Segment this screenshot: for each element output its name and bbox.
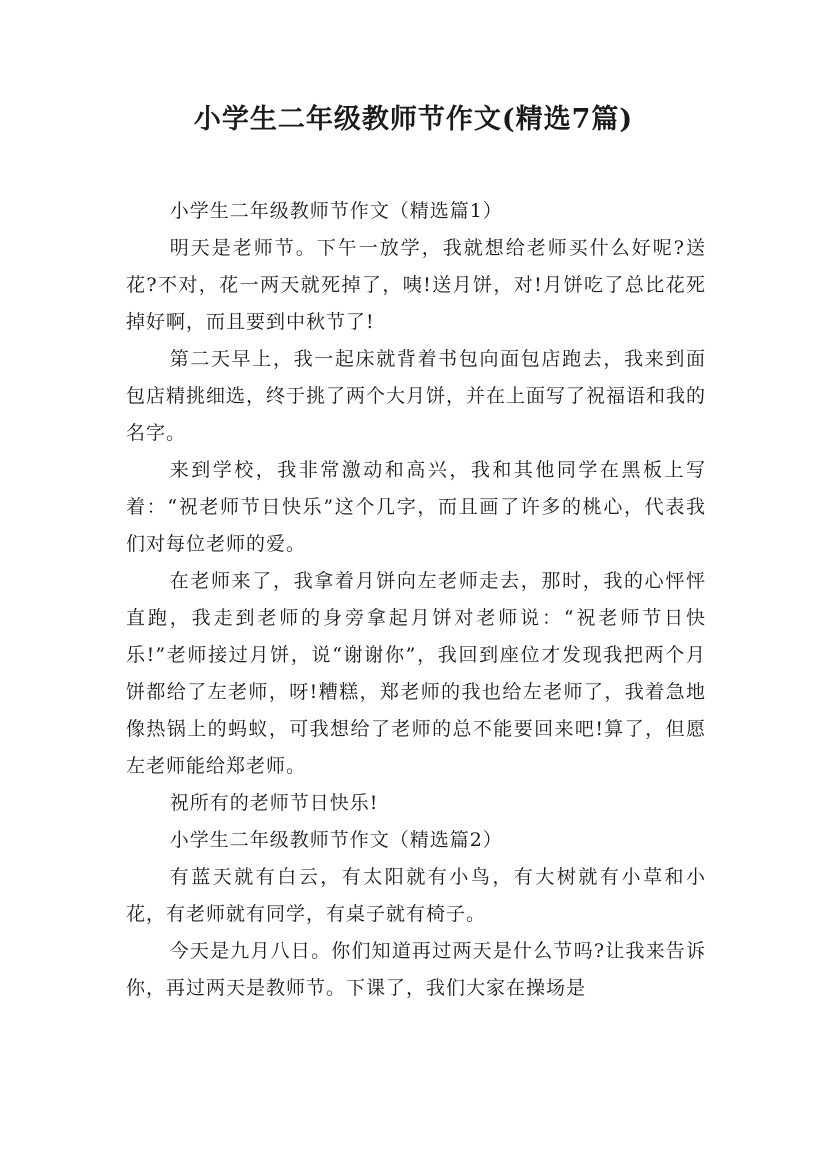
paragraph: 明天是老师节。下午一放学，我就想给老师买什么好呢?送花?不对，花一两天就死掉了，咦!送月饼，对!月饼吃了总比花死掉好啊，而且要到中秋节了! bbox=[126, 237, 706, 333]
paragraph: 来到学校，我非常激动和高兴，我和其他同学在黑板上写着：“祝老师节日快乐”这个几字，而且画了许多的桃心，代表我们对每位老师的爱。 bbox=[126, 459, 706, 555]
section-heading-2: 小学生二年级教师节作文（精选篇2） bbox=[169, 829, 503, 851]
section-heading-1: 小学生二年级教师节作文（精选篇1） bbox=[169, 200, 503, 222]
paragraph: 祝所有的老师节日快乐! bbox=[169, 792, 379, 814]
document-title: 小学生二年级教师节作文(精选7篇) bbox=[193, 104, 634, 135]
paragraph: 在老师来了，我拿着月饼向左老师走去，那时，我的心怦怦直跑，我走到老师的身旁拿起月饼对老师说：“祝老师节日快乐!”老师接过月饼，说“谢谢你”，我回到座位才发现我把两个月饼都给了左老师，呀!糟糕，郑老师的我也给左老师了，我着急地像热锅上的蚂蚁，可我想给了老师的总不能要回来吧!算了，但愿左老师能给郑老师。 bbox=[126, 570, 706, 777]
paragraph: 今天是九月八日。你们知道再过两天是什么节吗?让我来告诉你，再过两天是教师节。下课了，我们大家在操场是 bbox=[126, 940, 706, 999]
paragraph: 有蓝天就有白云，有太阳就有小鸟，有大树就有小草和小花，有老师就有同学，有桌子就有椅子。 bbox=[126, 866, 706, 925]
document-body bbox=[126, 193, 706, 1007]
paragraph: 第二天早上，我一起床就背着书包向面包店跑去，我来到面包店精挑细选，终于挑了两个大月饼，并在上面写了祝福语和我的名字。 bbox=[126, 348, 707, 444]
